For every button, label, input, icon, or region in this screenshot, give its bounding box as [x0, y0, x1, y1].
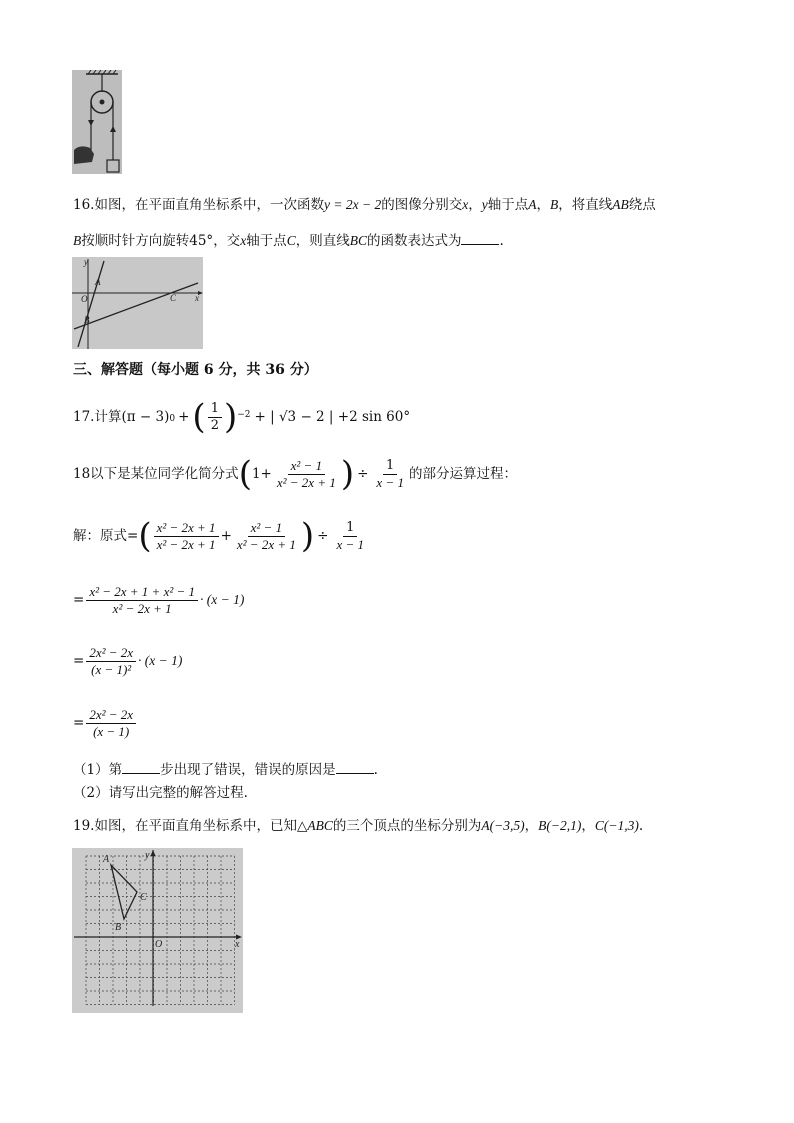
q18-fraction2: $\frac{1}{x - 1}$: [376, 457, 404, 490]
q18-step0-frac2: $\frac{\text{x² − 1}}{\text{x² − 2x + 1}}$: [236, 519, 296, 552]
q19-point-a: A(−3,5): [481, 818, 525, 833]
q18-solution-label: 解：原式=: [73, 528, 139, 544]
q17-fraction: $\frac{1}{2}$: [208, 401, 222, 434]
q18-step2-eq: =: [73, 653, 85, 669]
pulley-diagram: [72, 70, 122, 174]
q18-sub2: （2）请写出完整的解答过程.: [73, 785, 248, 801]
section-title: 三、解答题（每小题 6 分，共 36 分）: [73, 362, 318, 378]
q17-part3: + | √3 − 2 | +2 sin 60°: [254, 409, 411, 425]
q16-sep2: ，: [536, 197, 550, 213]
q16-line2-c: 轴于点: [246, 233, 287, 249]
q16-fig-y-label: y: [84, 257, 88, 267]
q16-fig-c-label: C: [170, 293, 177, 303]
q16-point-a: A: [528, 197, 537, 212]
q19-sep1: ，: [524, 818, 539, 834]
q16-text-h: ，将直线: [558, 197, 613, 213]
q16-line1: [73, 195, 656, 215]
q16-text-i: 绕点: [628, 197, 656, 213]
q16-line2-a: 按顺时针方向旋转: [81, 233, 190, 249]
q16-answer-blank[interactable]: [461, 230, 499, 245]
q18-one: 1+: [251, 466, 272, 482]
q19-fig-x-label: x: [235, 939, 240, 950]
q18-div: ÷: [357, 466, 369, 482]
q18-fraction1: $\frac{\text{x² − 1}}{\text{x² − 2x + 1}}$: [276, 457, 336, 490]
q18-sub1-a: （1）第: [73, 762, 123, 778]
q16-text-f: 轴于点: [487, 197, 529, 213]
q18-step1-eq: =: [73, 592, 85, 608]
pulley-figure: [72, 70, 122, 174]
q18-step1-frac: $\frac{\text{x² − 2x + 1 + x² − 1}}{\text{x² − 2x + 1}}$: [86, 584, 198, 617]
q17-prefix: 17.计算: [73, 409, 122, 425]
q16-x: x: [462, 197, 469, 212]
q18-step1: [73, 580, 244, 620]
q18-step2: [73, 641, 182, 681]
q19-fig-y-label: y: [145, 850, 150, 861]
q16-line-ab: AB: [612, 197, 629, 212]
q18-sub1: [73, 759, 378, 780]
q19-point-c: C(−1,3): [594, 818, 639, 833]
q19-text-b: 的三个顶点的坐标分别为: [332, 818, 482, 834]
q19-end: .: [638, 818, 644, 834]
q18-sub1-c: .: [373, 762, 378, 778]
q18-step-blank[interactable]: [122, 759, 160, 774]
q19-triangle: △ABC: [296, 818, 333, 833]
q18-reason-blank[interactable]: [336, 759, 374, 774]
q16-sep: ，: [468, 197, 482, 213]
q19-fig-c-label: C: [140, 892, 147, 903]
q17-part1: (π − 3): [121, 409, 170, 425]
q16-function: y = 2x − 2: [323, 197, 382, 212]
q16-line2-end: .: [499, 233, 504, 249]
q18-step3-eq: =: [73, 715, 85, 731]
q16-line2: [73, 230, 504, 251]
q16-fig-b-label: B: [84, 315, 90, 325]
q19-fig-o-label: O: [155, 939, 163, 950]
q16-point-c: C: [286, 233, 296, 248]
q16-line2-b-text: ，交: [213, 233, 241, 249]
q16-text-a: 16.如图，在平面直角坐标系中，一次函数: [73, 197, 324, 213]
q18-step3-frac: $\frac{\text{2x² − 2x}}{(x - 1)}$: [86, 707, 136, 740]
q18-step1-tail: · (x − 1): [200, 592, 245, 607]
q16-line2-x: x: [240, 233, 247, 248]
q18-step0: 解：原式= ( $\frac{\text{x² − 2x + 1}}{\text{x² − 2x + 1}}$ + $\frac{\text{x² − 1}}{\text{x² − 2x + 1}}$ ) ÷ $\frac{1}{x - 1}$: [73, 514, 369, 558]
q16-graph: [72, 257, 203, 349]
q19-grid: [72, 848, 243, 1013]
q18-step2-tail: · (x − 1): [138, 653, 183, 668]
q17-exp1: 0: [169, 414, 176, 424]
q16-line2-e: 的函数表达式为: [366, 233, 462, 249]
q19-fig-a-label: A: [103, 854, 110, 865]
q18-suffix: 的部分运算过程：: [408, 466, 517, 482]
q16-y: y: [481, 197, 488, 212]
q16-fig-o-label: O: [81, 294, 88, 304]
q18-step0-frac3: $\frac{1}{x - 1}$: [336, 519, 364, 552]
q16-fig-x-label: x: [195, 293, 199, 303]
q16-point-b: B: [549, 197, 559, 212]
q19-text: [73, 816, 643, 836]
q17-exp2: −2: [237, 410, 251, 420]
q18-intro: 18以下是某位同学化简分式 ( 1+ $\frac{\text{x² − 1}}{\text{x² − 2x + 1}}$ ) ÷ $\frac{1}{x - 1}$ 的部分运算过程：: [73, 454, 517, 494]
q18-step3: [73, 703, 138, 743]
q18-prefix: 18以下是某位同学化简分式: [73, 466, 239, 482]
q17-plus: +: [178, 409, 190, 425]
q17: 17.计算 (π − 3) 0 + ( $\frac{1}{2}$ ) −2 + | √3 − 2 | +2 sin 60°: [73, 397, 411, 437]
q18-step0-plus: +: [220, 528, 232, 544]
q18-step0-frac1: $\frac{\text{x² − 2x + 1}}{\text{x² − 2x + 1}}$: [154, 520, 219, 553]
q16-line2-d: ，则直线: [295, 233, 350, 249]
q16-figure: [72, 257, 203, 349]
q19-fig-b-label: B: [115, 922, 122, 933]
q19-sep2: ，: [581, 818, 595, 834]
q18-step2-frac: $\frac{\text{2x² − 2x}}{\text{(x − 1)²}}$: [86, 645, 136, 678]
q16-fig-a-label: A: [95, 277, 101, 287]
q16-line2-b: B: [73, 233, 82, 248]
q16-text-b: 的图像分别交: [381, 197, 463, 213]
q16-line-bc: BC: [349, 233, 367, 248]
q18-step0-div: ÷: [317, 528, 329, 544]
q18-sub1-b: 步出现了错误，错误的原因是: [160, 762, 336, 778]
q16-angle: 45°: [189, 233, 214, 249]
q19-text-a: 19.如图，在平面直角坐标系中，已知: [73, 818, 297, 834]
q19-figure: [72, 848, 243, 1013]
q19-point-b: B(−2,1): [538, 818, 582, 833]
